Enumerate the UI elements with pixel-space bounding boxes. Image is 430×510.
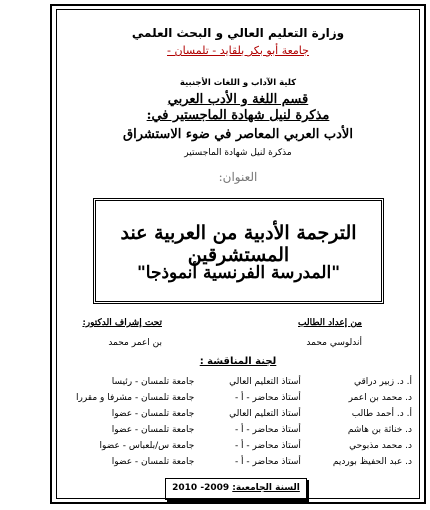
title-label: العنوان: [218,170,258,184]
member-institution: جامعة تلمسان - عضوا [111,409,195,419]
committee-row [64,438,414,454]
member-institution: جامعة تلمسان - رئيسا [111,377,195,387]
academic-year [165,483,307,493]
member-name: د. خناثة بن هاشم [347,425,412,435]
member-name: أ. د. زبير دراقي [353,377,412,387]
member-name: د. محمد بن اعمر [348,393,412,403]
supervisor-label: تحت إشراف الدكتور: [82,318,162,328]
thesis-topic: الأدب العربي المعاصر في ضوء الاستشراق [123,127,353,142]
academic-year-value: 2009- 2010 [172,483,230,493]
committee-label: لجنة المناقشة : [199,356,277,367]
memo-line-secondary: مذكرة لنيل شهادة الماجستير [184,148,292,158]
academic-year-label: السنة الجامعية: [232,483,300,493]
committee-row [64,374,414,390]
committee-row [64,406,414,422]
member-name: أ. د. أحمد طالب [351,409,412,419]
university-name: جامعة أبو بكر بلقايد - تلمسان - [167,44,309,57]
member-rank: أستاذ محاضر - أ - [234,457,301,467]
committee-row [64,454,414,470]
member-name: د. محمد مذبوحي [349,441,412,451]
memo-line: مذكرة لنيل شهادة الماجستير في: [146,108,330,123]
member-institution: جامعة تلمسان - عضوا [111,425,195,435]
committee-row [64,390,414,406]
member-name: د. عبد الحفيظ بورديم [332,457,412,467]
ministry-name: وزارة التعليم العالي و البحث العلمي [131,26,345,40]
supervisor-name: بن اعمر محمد [108,338,162,348]
member-rank: أستاذ التعليم العالي [229,377,301,387]
prepared-by-label: من إعداد الطالب [298,318,362,328]
thesis-title: الترجمة الأدبية من العربية عند المستشرقين [120,222,357,266]
member-rank: أستاذ محاضر - أ - [234,425,301,435]
member-institution: جامعة تلمسان - مشرفا و مقررا [75,393,195,403]
member-institution: جامعة تلمسان - عضوا [111,457,195,467]
committee-row [64,422,414,438]
faculty-name: كلية الآداب و اللغات الأجنبية [179,78,297,88]
member-rank: أستاذ التعليم العالي [229,409,301,419]
committee-table [64,374,414,470]
department-name: قسم اللغة و الأدب العربي [167,92,309,107]
member-rank: أستاذ محاضر - أ - [234,441,301,451]
member-rank: أستاذ محاضر - أ - [234,393,301,403]
student-name: أندلوسي محمد [306,338,362,348]
thesis-subtitle: "المدرسة الفرنسية أنموذجا" [136,263,341,283]
member-institution: جامعة س/بلعباس - عضوا [99,441,195,451]
